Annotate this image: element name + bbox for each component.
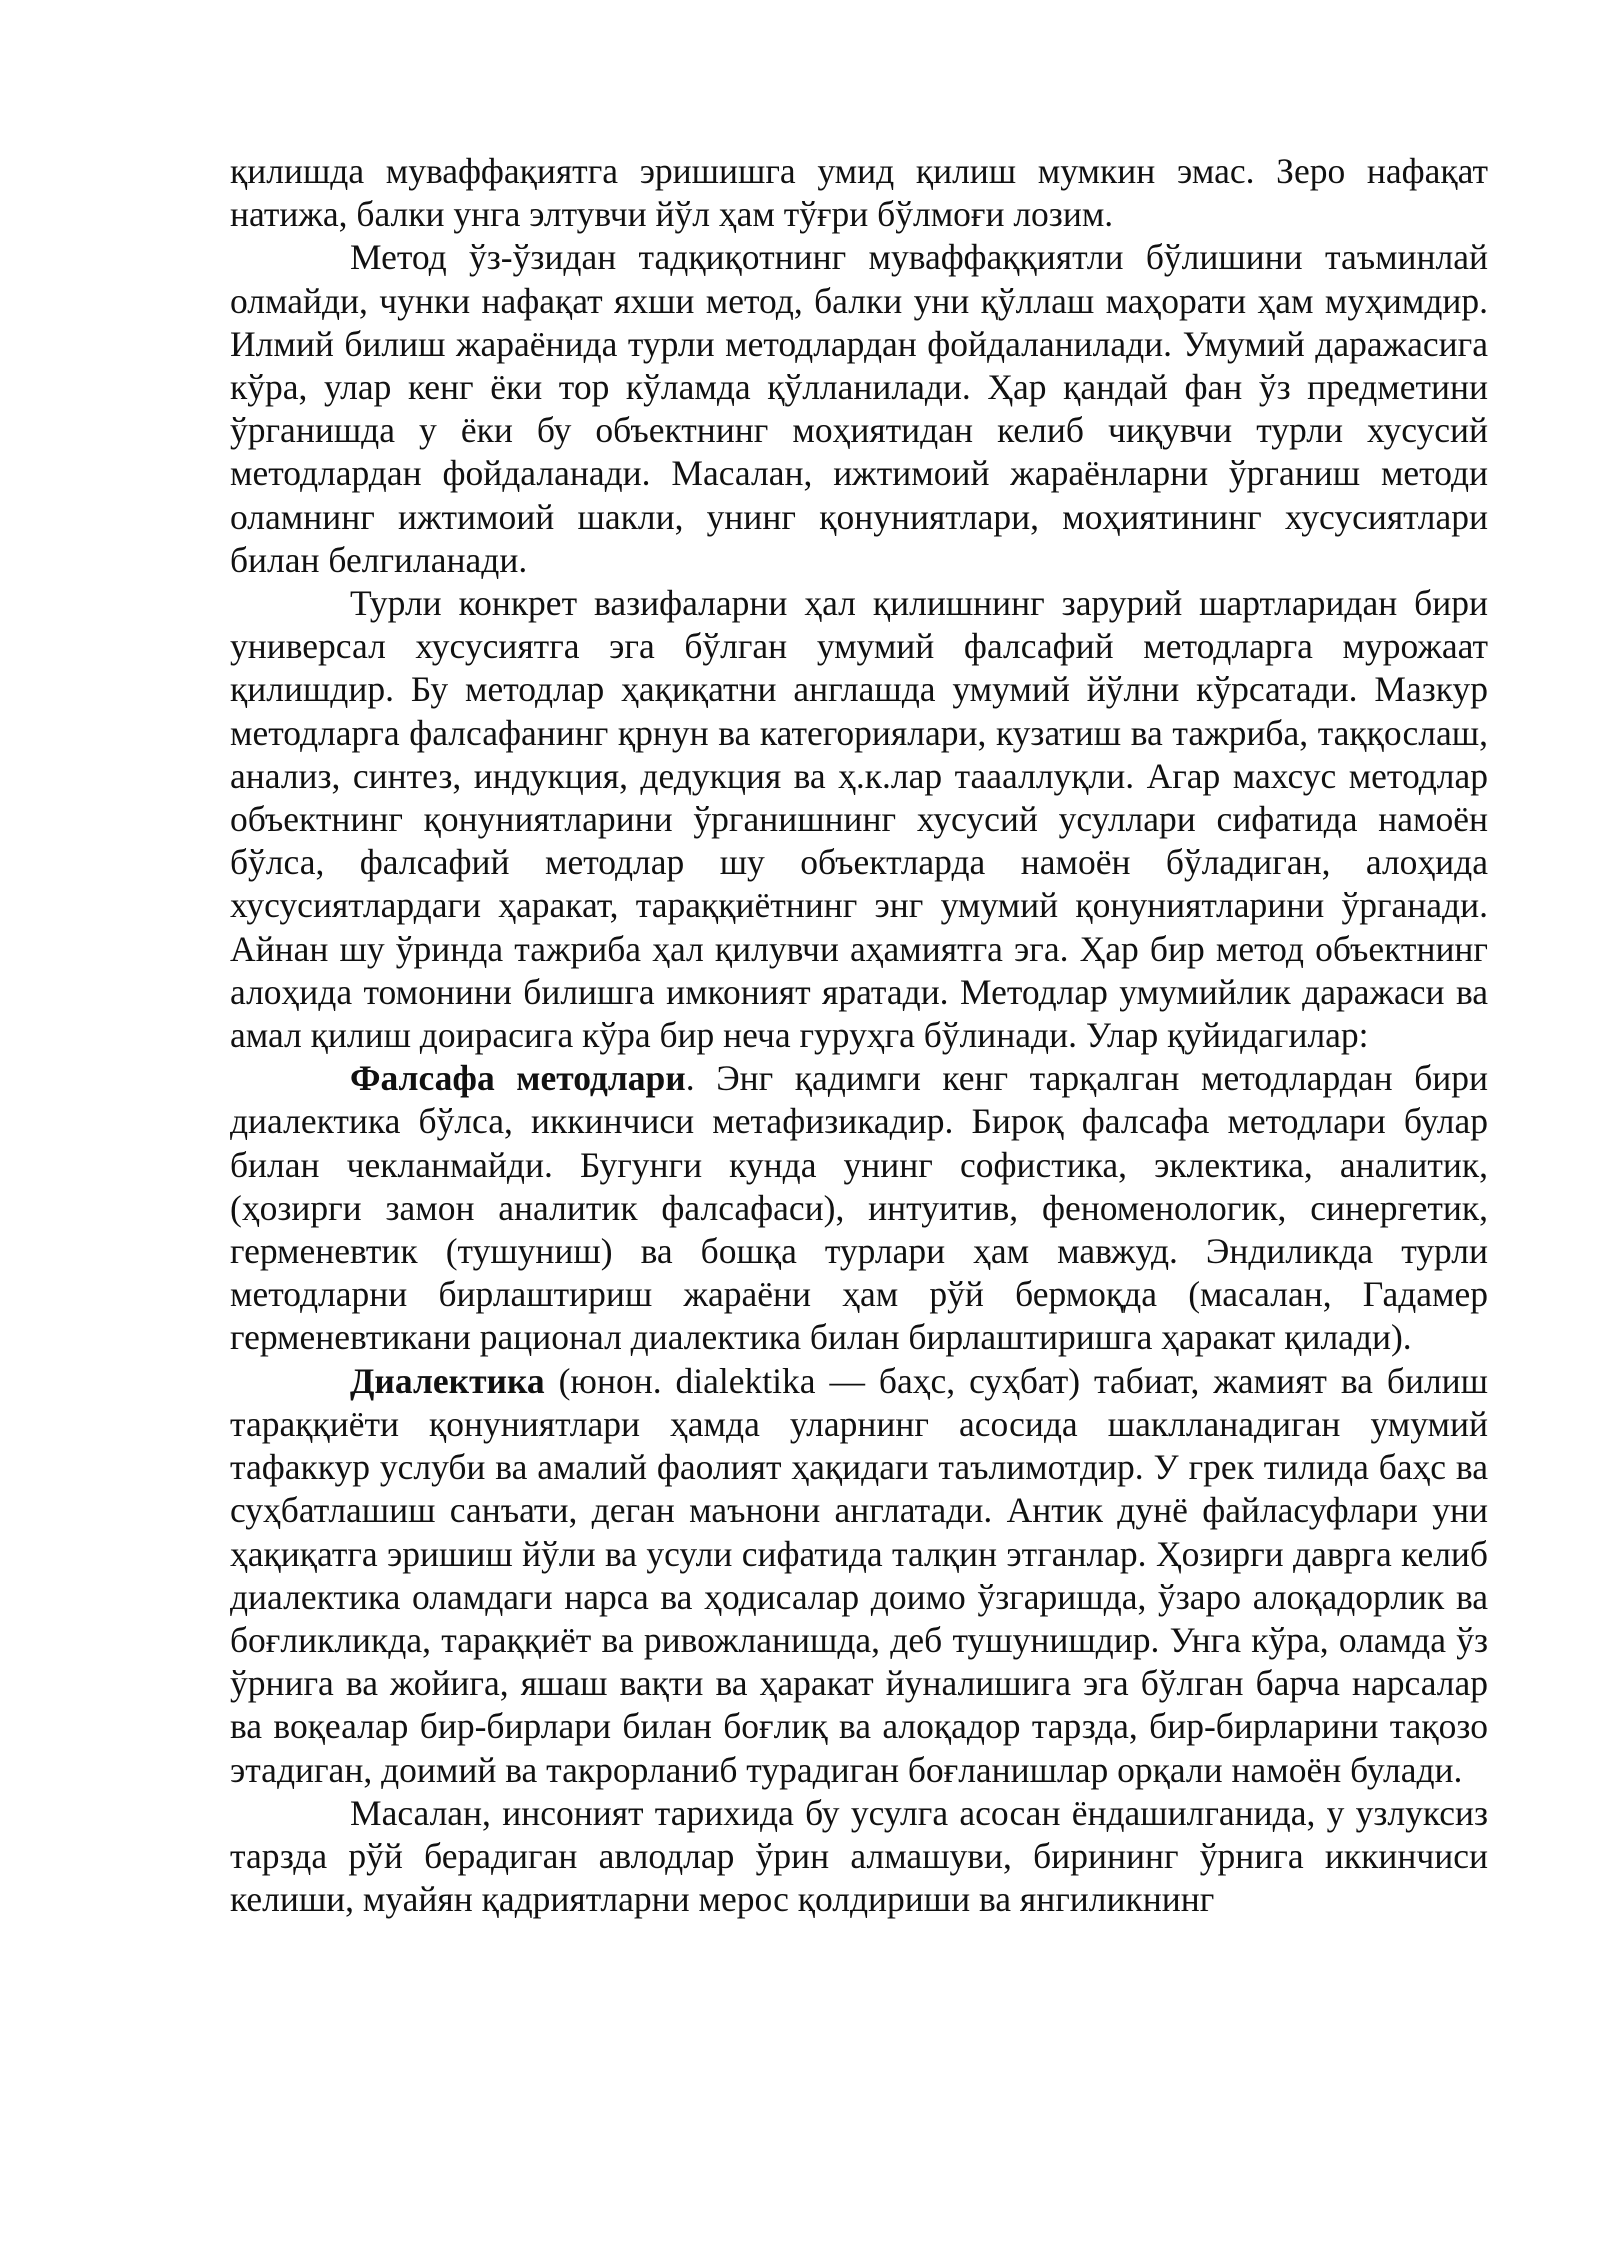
term-dialectics: Диалектика [350, 1360, 545, 1401]
paragraph-example: Масалан, инсоният тарихида бу усулга асосан ёндашилганида, у узлуксиз тарзда рўй берадиган авлодлар ўрин алмашуви, бирининг ўрнига иккинчиси келиши, муайян қадриятларни мерос қолдириши ва янгиликнинг [230, 1792, 1488, 1920]
document-page [230, 150, 1488, 1921]
paragraph-dialectics-body: (юнон. dialektika — баҳс, суҳбат) табиат, жамият ва билиш тараққиёти қонуниятлари ҳамда уларнинг асосида шаклланадиган умумий тафаккур услуби ва амалий фаолият ҳақидаги таълимотдир. У грек тилида баҳс ва суҳбатлашиш санъати, деган маънони англатади. Антик дунё файласуфлари уни ҳақиқатга эришиш йўли ва усули сифатида талқин этганлар. Ҳозирги даврга келиб диалектика оламдаги нарса ва ҳодисалар доимо ўзгаришда, ўзаро алоқадорлик ва боғликликда, тараққиёт ва ривожланишда, деб тушунишдир. Унга кўра, оламда ўз ўрнига ва жойига, яшаш вақти ва ҳаракат йуналишига эга бўлган барча нарсалар ва воқеалар бир-бирлари билан боғлиқ ва алоқадор тарзда, бир-бирларини тақозо этадиган, доимий ва такрорланиб турадиган боғланишлар орқали намоён булади. [230, 1360, 1488, 1790]
paragraph-philosophy-methods-body: . Энг қадимги кенг тарқалган методлардан бири диалектика бўлса, иккинчиси метафизикадир. Бироқ фалсафа методлари булар билан чекланмайди. Бугунги кунда унинг софистика, эклектика, аналитик, (ҳозирги замон аналитик фалсафаси), интуитив, феноменологик, синергетик, герменевтик (тушуниш) ва бошқа турлари ҳам мавжуд. Эндиликда турли методларни бирлаштириш жараёни ҳам рўй бермоқда (масалан, Гадамер герменевтикани рационал диалектика билан бирлаштиришга ҳаракат қилади). [230, 1058, 1488, 1358]
paragraph-philosophy-methods [230, 1057, 1488, 1359]
term-philosophy-methods: Фалсафа методлари [350, 1058, 686, 1099]
paragraph-method: Метод ўз-ўзидан тадқиқотнинг муваффаққиятли бўлишини таъминлай олмайди, чунки нафақат яхши метод, балки уни қўллаш маҳорати ҳам муҳимдир. Илмий билиш жараёнида турли методлардан фойдаланилади. Умумий даражасига кўра, улар кенг ёки тор кўламда қўлланилади. Ҳар қандай фан ўз предметини ўрганишда у ёки бу объектнинг моҳиятидан келиб чиқувчи турли хусусий методлардан фойдаланади. Масалан, ижтимоий жараёнларни ўрганиш методи оламнинг ижтимоий шакли, унинг қонуниятлари, моҳиятининг хусусиятлари билан белгиланади. [230, 237, 1488, 580]
paragraph-continuation: қилишда муваффақиятга эришишга умид қилиш мумкин эмас. Зеро нафақат натижа, балки унга элтувчи йўл ҳам тўғри бўлмоғи лозим. [230, 151, 1488, 235]
paragraph-dialectics [230, 1360, 1488, 1792]
paragraph-philosophical-methods-intro: Турли конкрет вазифаларни ҳал қилишнинг зарурий шартларидан бири универсал хусусиятга эга бўлган умумий фалсафий методларга мурожаат қилишдир. Бу методлар ҳақиқатни англашда умумий йўлни кўрсатади. Мазкур методларга фалсафанинг қрнун ва категориялари, кузатиш ва тажриба, таққослаш, анализ, синтез, индукция, дедукция ва ҳ.к.лар таааллуқли. Агар махсус методлар объектнинг қонуниятларини ўрганишнинг хусусий усуллари сифатида намоён бўлса, фалсафий методлар шу объектларда намоён бўладиган, алоҳида хусусиятлардаги ҳаракат, тараққиётнинг энг умумий қонуниятларини ўрганади. Айнан шу ўринда тажриба ҳал қилувчи аҳамиятга эга. Ҳар бир метод объектнинг алоҳида томонини билишга имконият яратади. Методлар умумийлик даражаси ва амал қилиш доирасига кўра бир неча гуруҳга бўлинади. Улар қуйидагилар: [230, 583, 1488, 1056]
